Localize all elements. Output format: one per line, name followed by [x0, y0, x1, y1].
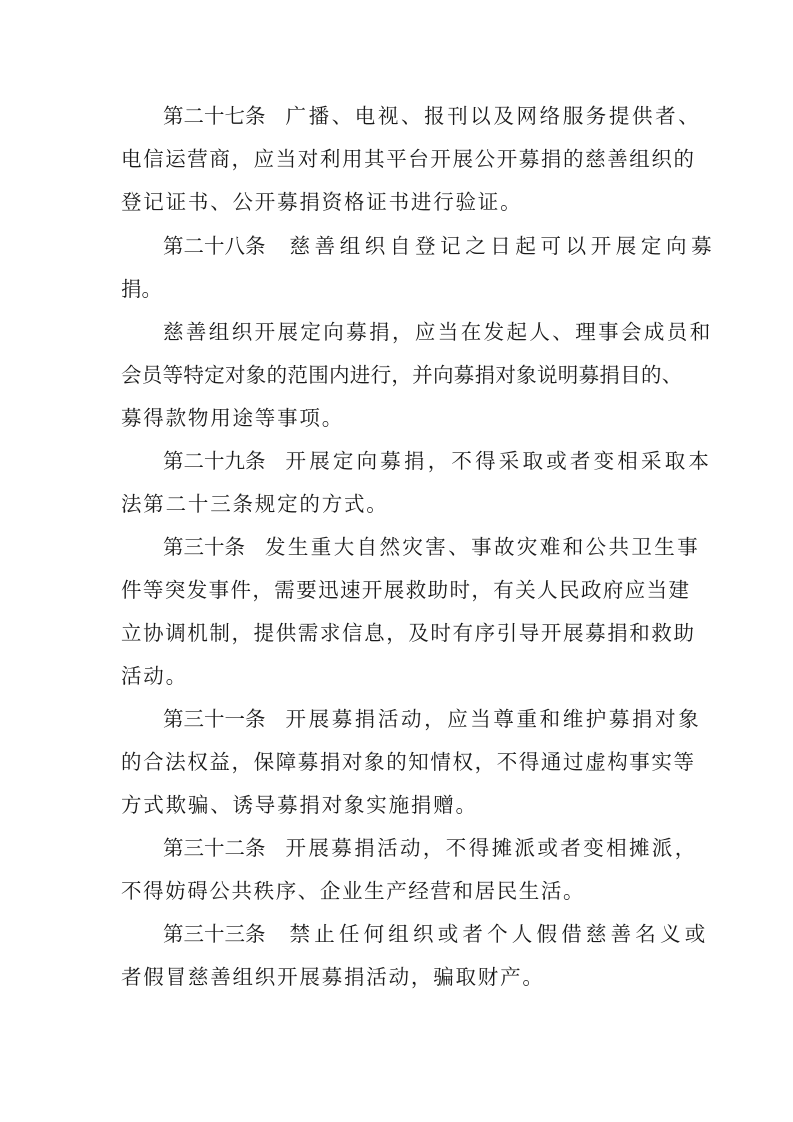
text-line — [121, 967, 793, 988]
line-text: 方式欺骗、诱导募捐对象实施捐赠。 — [121, 793, 478, 817]
text-line — [121, 666, 793, 687]
line-text: 电信运营商，应当对利用其平台开展公开募捐的慈善组织的 — [121, 147, 696, 171]
line-text: 慈善组织开展定向募捐，应当在发起人、理事会成员和 — [163, 320, 713, 344]
line-text: 登记证书、公开募捐资格证书进行验证。 — [121, 190, 523, 214]
line-text: 不得妨碍公共秩序、企业生产经营和居民生活。 — [121, 879, 586, 903]
text-line — [163, 451, 793, 472]
line-text: 法第二十三条规定的方式。 — [121, 492, 389, 516]
line-text: 募得款物用途等事项。 — [121, 406, 344, 430]
text-line — [121, 365, 793, 386]
line-text: 件等突发事件，需要迅速开展救助时，有关人民政府应当建 — [121, 578, 691, 602]
text-line — [163, 537, 793, 558]
line-text: 禁止任何组织或者个人假借慈善名义或 — [289, 922, 710, 946]
line-text: 者假冒慈善组织开展募捐活动，骗取财产。 — [121, 965, 545, 989]
article-number: 第二十八条 — [163, 234, 266, 258]
line-text: 立协调机制，提供需求信息，及时有序引导开展募捐和救助 — [121, 621, 696, 645]
text-line — [163, 236, 793, 257]
line-text: 会员等特定对象的范围内进行，并向募捐对象说明募捐目的、 — [121, 363, 683, 387]
text-line — [121, 580, 793, 601]
line-text: 慈善组织自登记之日起可以开展定向募 — [289, 234, 717, 258]
text-line — [163, 924, 793, 945]
line-text: 活动。 — [121, 664, 188, 688]
text-line — [121, 408, 793, 429]
line-text: 广播、电视、报刊以及网络服务提供者、 — [285, 104, 702, 128]
article-number: 第二十九条 — [163, 449, 266, 473]
text-line — [121, 279, 793, 300]
article-number: 第三十条 — [163, 535, 245, 559]
text-line — [163, 838, 793, 859]
article-number: 第三十一条 — [163, 707, 266, 731]
text-line — [121, 149, 793, 170]
line-text: 开展募捐活动，应当尊重和维护募捐对象 — [285, 707, 702, 731]
text-line — [121, 192, 793, 213]
text-line — [121, 795, 793, 816]
line-text: 开展募捐活动，不得摊派或者变相摊派， — [285, 836, 698, 860]
text-line — [163, 106, 793, 127]
text-line — [121, 494, 793, 515]
article-number: 第二十七条 — [163, 104, 266, 128]
article-number: 第三十二条 — [163, 836, 266, 860]
line-text: 捐。 — [121, 277, 162, 301]
text-line — [121, 881, 793, 902]
article-number: 第三十三条 — [163, 922, 266, 946]
line-text: 开展定向募捐，不得采取或者变相采取本 — [285, 449, 713, 473]
text-line — [121, 623, 793, 644]
line-text: 发生重大自然灾害、事故灾难和公共卫生事 — [265, 535, 701, 559]
line-text: 的合法权益，保障募捐对象的知情权，不得通过虚构事实等 — [121, 750, 696, 774]
text-line — [121, 752, 793, 773]
text-line — [163, 322, 793, 343]
text-line — [163, 709, 793, 730]
